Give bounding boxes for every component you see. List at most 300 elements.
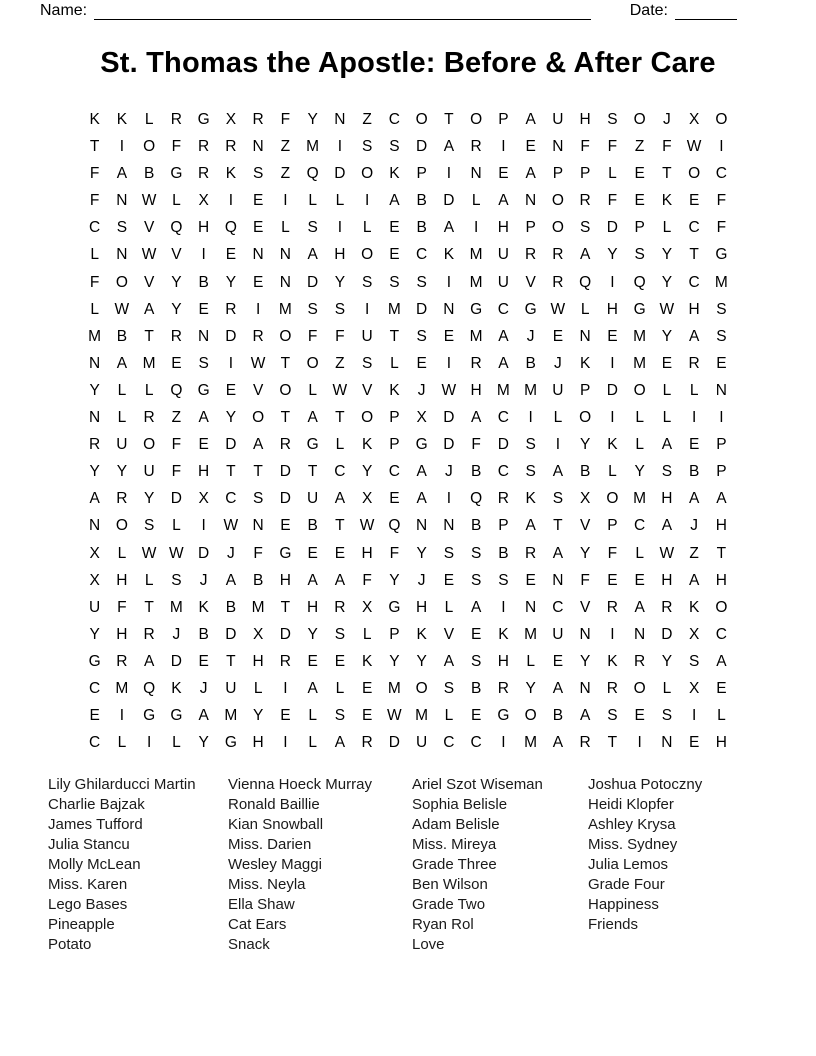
grid-letter: I bbox=[283, 679, 288, 697]
grid-letter: A bbox=[334, 571, 346, 589]
grid-row bbox=[81, 485, 735, 512]
grid-letter: E bbox=[688, 192, 700, 210]
grid-letter: A bbox=[198, 409, 209, 427]
grid-letter: E bbox=[634, 165, 645, 183]
grid-letter: T bbox=[335, 517, 345, 535]
grid-letter: A bbox=[498, 354, 509, 372]
grid-letter: B bbox=[143, 165, 155, 183]
grid-letter: U bbox=[225, 679, 237, 697]
grid-letter: Y bbox=[525, 679, 536, 697]
grid-letter: F bbox=[607, 138, 618, 156]
word-item: Grade Three bbox=[412, 855, 497, 873]
grid-letter: O bbox=[633, 381, 646, 399]
grid-letter: S bbox=[198, 354, 209, 372]
grid-letter: E bbox=[443, 327, 455, 345]
grid-letter: S bbox=[361, 138, 373, 156]
grid-letter: A bbox=[716, 652, 727, 670]
grid-letter: E bbox=[252, 192, 264, 210]
grid-letter: G bbox=[197, 111, 210, 128]
grid-letter: D bbox=[443, 192, 455, 210]
grid-letter: T bbox=[280, 598, 291, 616]
grid-letter: K bbox=[443, 246, 455, 264]
grid-letter: S bbox=[361, 354, 373, 372]
grid-letter: L bbox=[608, 463, 617, 481]
grid-letter: A bbox=[416, 490, 427, 508]
word-item: James Tufford bbox=[48, 816, 143, 834]
grid-letter: V bbox=[525, 273, 536, 291]
grid-letter: S bbox=[716, 300, 727, 318]
grid-letter: A bbox=[116, 165, 128, 183]
grid-letter: H bbox=[470, 381, 482, 399]
grid-letter: Y bbox=[143, 490, 155, 508]
grid-row bbox=[81, 269, 735, 296]
grid-letter: Q bbox=[224, 219, 237, 237]
grid-row bbox=[81, 729, 735, 756]
grid-letter: F bbox=[89, 165, 100, 183]
grid-letter: P bbox=[579, 381, 591, 399]
grid-letter: E bbox=[389, 246, 400, 264]
header-row bbox=[0, 0, 816, 20]
grid-letter: A bbox=[443, 652, 455, 670]
grid-letter: M bbox=[469, 246, 483, 264]
grid-letter: E bbox=[280, 707, 291, 725]
grid-letter: A bbox=[198, 707, 209, 725]
grid-letter: G bbox=[224, 734, 237, 752]
grid-letter: Y bbox=[361, 463, 373, 481]
grid-letter: X bbox=[416, 409, 427, 427]
grid-letter: D bbox=[279, 625, 291, 643]
grid-letter: L bbox=[172, 517, 181, 535]
grid-letter: A bbox=[688, 571, 700, 589]
grid-letter: L bbox=[635, 436, 644, 454]
grid-letter: K bbox=[607, 652, 618, 670]
grid-letter: L bbox=[117, 409, 127, 427]
grid-letter: E bbox=[552, 652, 564, 670]
word-list-column bbox=[412, 775, 588, 954]
grid-row bbox=[81, 675, 735, 702]
grid-letter: O bbox=[115, 273, 128, 291]
grid-letter: Z bbox=[689, 544, 699, 562]
grid-letter: J bbox=[554, 354, 562, 372]
grid-letter: I bbox=[119, 138, 125, 156]
grid-letter: H bbox=[715, 734, 727, 752]
grid-letter: Y bbox=[307, 111, 318, 128]
grid-letter: P bbox=[525, 219, 536, 237]
word-item: Kian Snowball bbox=[228, 816, 324, 834]
grid-letter: U bbox=[116, 436, 128, 454]
date-label: Date: bbox=[629, 2, 668, 19]
grid-letter: O bbox=[143, 436, 156, 454]
grid-letter: Q bbox=[579, 273, 592, 291]
grid-letter: N bbox=[334, 111, 346, 128]
grid-letter: L bbox=[335, 679, 345, 697]
grid-letter: X bbox=[89, 544, 100, 562]
grid-letter: P bbox=[416, 165, 427, 183]
grid-row bbox=[81, 187, 735, 214]
grid-letter: Q bbox=[143, 679, 156, 697]
grid-letter: F bbox=[607, 192, 618, 210]
grid-letter: I bbox=[446, 354, 452, 372]
word-item: Ben Wilson bbox=[412, 875, 488, 893]
grid-letter: B bbox=[525, 354, 536, 372]
grid-letter: L bbox=[144, 381, 154, 399]
grid-letter: D bbox=[416, 300, 428, 318]
grid-letter: F bbox=[471, 436, 481, 454]
grid-row bbox=[81, 296, 735, 323]
grid-letter: C bbox=[388, 111, 400, 128]
grid-letter: R bbox=[688, 354, 700, 372]
grid-letter: J bbox=[417, 571, 426, 589]
grid-letter: H bbox=[279, 571, 291, 589]
grid-letter: R bbox=[525, 246, 537, 264]
grid-letter: D bbox=[170, 652, 182, 670]
grid-letter: Q bbox=[170, 381, 183, 399]
grid-letter: E bbox=[334, 652, 346, 670]
grid-letter: P bbox=[607, 517, 618, 535]
grid-letter: F bbox=[171, 463, 182, 481]
grid-letter: B bbox=[116, 327, 128, 345]
grid-letter: R bbox=[361, 734, 373, 752]
grid-letter: D bbox=[497, 436, 509, 454]
grid-letter: B bbox=[198, 273, 209, 291]
grid-letter: F bbox=[253, 544, 263, 562]
grid-letter: N bbox=[198, 327, 210, 345]
grid-letter: R bbox=[470, 138, 482, 156]
grid-letter: S bbox=[389, 138, 400, 156]
grid-letter: N bbox=[525, 192, 537, 210]
grid-letter: S bbox=[525, 463, 536, 481]
grid-letter: S bbox=[307, 219, 318, 237]
word-item: Snack bbox=[228, 935, 270, 953]
grid-letter: I bbox=[528, 409, 533, 427]
word-item: Joshua Potoczny bbox=[588, 776, 703, 794]
grid-row bbox=[81, 567, 735, 594]
word-item: Love bbox=[412, 935, 445, 953]
grid-letter: O bbox=[306, 354, 319, 372]
grid-letter: Y bbox=[171, 300, 182, 318]
word-list-column bbox=[228, 775, 412, 954]
grid-letter: K bbox=[416, 625, 427, 643]
grid-letter: W bbox=[141, 246, 157, 264]
grid-letter: D bbox=[334, 165, 346, 183]
grid-letter: C bbox=[552, 598, 564, 616]
page-title: St. Thomas the Apostle: Before & After Care bbox=[100, 47, 716, 79]
grid-letter: N bbox=[661, 734, 673, 752]
grid-letter: K bbox=[498, 625, 509, 643]
grid-letter: E bbox=[443, 571, 455, 589]
grid-letter: C bbox=[388, 463, 400, 481]
grid-letter: L bbox=[662, 381, 672, 399]
grid-letter: O bbox=[633, 679, 646, 697]
grid-letter: P bbox=[389, 409, 400, 427]
grid-letter: L bbox=[172, 734, 181, 752]
grid-letter: S bbox=[171, 571, 182, 589]
grid-letter: C bbox=[688, 273, 700, 291]
grid-letter: A bbox=[525, 111, 536, 128]
grid-letter: P bbox=[579, 165, 591, 183]
word-item: Julia Stancu bbox=[48, 835, 130, 853]
grid-letter: R bbox=[606, 679, 618, 697]
grid-letter: X bbox=[89, 571, 100, 589]
word-item: Ryan Rol bbox=[412, 915, 474, 933]
grid-letter: I bbox=[364, 300, 370, 318]
grid-letter: E bbox=[389, 490, 400, 508]
grid-letter: E bbox=[198, 436, 209, 454]
grid-letter: R bbox=[579, 734, 591, 752]
grid-letter: I bbox=[555, 436, 561, 454]
grid-letter: Z bbox=[634, 138, 645, 156]
grid-letter: Y bbox=[198, 734, 209, 752]
grid-letter: D bbox=[661, 625, 673, 643]
grid-letter: M bbox=[115, 679, 129, 697]
grid-letter: Z bbox=[335, 354, 345, 372]
grid-letter: E bbox=[171, 354, 182, 372]
grid-letter: N bbox=[715, 381, 727, 399]
word-item: Wesley Maggi bbox=[228, 855, 322, 873]
grid-letter: C bbox=[225, 490, 237, 508]
grid-letter: U bbox=[497, 246, 509, 264]
grid-letter: A bbox=[389, 192, 400, 210]
grid-letter: H bbox=[361, 544, 373, 562]
grid-letter: L bbox=[117, 734, 127, 752]
grid-letter: F bbox=[716, 219, 727, 237]
grid-letter: S bbox=[498, 571, 509, 589]
grid-letter: C bbox=[443, 734, 455, 752]
grid-letter: T bbox=[144, 327, 154, 345]
grid-letter: Y bbox=[89, 463, 100, 481]
grid-letter: V bbox=[361, 381, 373, 399]
grid-letter: K bbox=[198, 598, 209, 616]
grid-letter: N bbox=[443, 517, 455, 535]
grid-letter: G bbox=[497, 707, 510, 725]
word-item: Cat Ears bbox=[228, 915, 287, 933]
grid-letter: A bbox=[307, 679, 318, 697]
grid-letter: Y bbox=[334, 273, 346, 291]
word-item: Miss. Darien bbox=[228, 835, 312, 853]
grid-letter: N bbox=[279, 273, 291, 291]
grid-letter: N bbox=[634, 625, 646, 643]
grid-letter: M bbox=[142, 354, 156, 372]
grid-letter: D bbox=[279, 490, 291, 508]
grid-letter: S bbox=[470, 544, 482, 562]
grid-letter: Y bbox=[661, 246, 673, 264]
grid-letter: K bbox=[361, 436, 373, 454]
grid-letter: N bbox=[279, 246, 291, 264]
grid-letter: A bbox=[688, 327, 700, 345]
grid-letter: A bbox=[307, 571, 318, 589]
grid-letter: R bbox=[225, 138, 237, 156]
grid-letter: N bbox=[443, 300, 455, 318]
grid-letter: X bbox=[688, 679, 700, 697]
grid-letter: D bbox=[443, 436, 455, 454]
grid-row bbox=[81, 160, 735, 187]
grid-letter: M bbox=[469, 273, 483, 291]
grid-letter: I bbox=[364, 192, 370, 210]
grid-letter: A bbox=[525, 165, 536, 183]
grid-letter: X bbox=[198, 192, 209, 210]
grid-letter: F bbox=[89, 192, 100, 210]
grid-letter: B bbox=[416, 219, 427, 237]
word-item: Sophia Belisle bbox=[412, 796, 508, 814]
grid-letter: E bbox=[225, 381, 237, 399]
grid-letter: E bbox=[361, 679, 373, 697]
grid-letter: L bbox=[253, 679, 263, 697]
grid-letter: T bbox=[253, 463, 263, 481]
grid-letter: F bbox=[171, 138, 182, 156]
grid-letter: F bbox=[307, 327, 318, 345]
grid-letter: A bbox=[116, 354, 128, 372]
grid-letter: E bbox=[280, 517, 291, 535]
grid-letter: K bbox=[607, 436, 618, 454]
grid-letter: B bbox=[579, 463, 591, 481]
grid-letter: N bbox=[470, 165, 482, 183]
grid-letter: V bbox=[443, 625, 455, 643]
grid-letter: R bbox=[143, 625, 155, 643]
grid-letter: J bbox=[199, 571, 208, 589]
grid-letter: Y bbox=[89, 381, 100, 399]
grid-letter: S bbox=[579, 219, 591, 237]
grid-letter: D bbox=[225, 436, 237, 454]
grid-letter: E bbox=[607, 327, 618, 345]
grid-row bbox=[81, 540, 735, 567]
grid-letter: G bbox=[88, 652, 101, 670]
grid-letter: B bbox=[307, 517, 318, 535]
grid-letter: A bbox=[552, 463, 564, 481]
grid-letter: H bbox=[334, 246, 346, 264]
grid-letter: H bbox=[116, 571, 128, 589]
grid-letter: H bbox=[416, 598, 428, 616]
grid-letter: V bbox=[579, 517, 591, 535]
grid-letter: T bbox=[389, 327, 400, 345]
grid-letter: R bbox=[198, 138, 210, 156]
grid-letter: A bbox=[470, 409, 482, 427]
grid-letter: X bbox=[361, 598, 373, 616]
grid-letter: R bbox=[170, 327, 182, 345]
grid-row bbox=[81, 214, 735, 241]
grid-letter: W bbox=[223, 517, 239, 535]
grid-letter: N bbox=[89, 409, 101, 427]
grid-letter: O bbox=[415, 679, 428, 697]
grid-letter: H bbox=[715, 517, 727, 535]
grid-letter: C bbox=[497, 409, 509, 427]
grid-letter: O bbox=[361, 165, 374, 183]
grid-letter: D bbox=[170, 490, 182, 508]
grid-letter: E bbox=[252, 273, 264, 291]
grid-letter: A bbox=[579, 707, 591, 725]
grid-letter: X bbox=[225, 111, 237, 128]
grid-letter: D bbox=[198, 544, 210, 562]
grid-letter: E bbox=[389, 219, 400, 237]
grid-letter: E bbox=[716, 679, 727, 697]
grid-letter: I bbox=[473, 219, 479, 237]
grid-letter: L bbox=[144, 571, 154, 589]
grid-letter: I bbox=[691, 409, 697, 427]
grid-letter: M bbox=[251, 598, 265, 616]
grid-letter: L bbox=[308, 381, 317, 399]
grid-letter: F bbox=[280, 111, 291, 128]
grid-letter: L bbox=[362, 625, 372, 643]
grid-letter: G bbox=[633, 300, 646, 318]
grid-letter: K bbox=[89, 111, 100, 128]
grid-letter: L bbox=[662, 219, 672, 237]
grid-letter: O bbox=[715, 598, 728, 616]
grid-letter: N bbox=[579, 625, 591, 643]
grid-letter: M bbox=[524, 381, 538, 399]
grid-letter: T bbox=[444, 111, 454, 128]
grid-letter: G bbox=[279, 544, 292, 562]
grid-letter: M bbox=[524, 625, 538, 643]
grid-letter: X bbox=[198, 490, 209, 508]
grid-letter: T bbox=[307, 463, 318, 481]
grid-letter: L bbox=[281, 219, 290, 237]
grid-letter: O bbox=[361, 246, 374, 264]
grid-letter: S bbox=[143, 517, 155, 535]
grid-letter: O bbox=[143, 138, 156, 156]
grid-letter: I bbox=[255, 300, 261, 318]
grid-letter: I bbox=[610, 409, 615, 427]
grid-letter: W bbox=[141, 544, 157, 562]
grid-letter: Y bbox=[661, 273, 673, 291]
grid-letter: O bbox=[633, 111, 646, 128]
grid-letter: L bbox=[390, 354, 399, 372]
grid-letter: L bbox=[717, 707, 726, 725]
word-list bbox=[0, 775, 816, 954]
grid-letter: A bbox=[416, 463, 427, 481]
grid-row bbox=[81, 594, 735, 621]
grid-letter: X bbox=[361, 490, 373, 508]
grid-letter: A bbox=[661, 436, 673, 454]
grid-letter: L bbox=[335, 436, 345, 454]
grid-letter: A bbox=[525, 517, 536, 535]
grid-letter: Y bbox=[89, 625, 100, 643]
grid-letter: Y bbox=[579, 436, 591, 454]
word-item: Molly McLean bbox=[48, 855, 141, 873]
grid-letter: R bbox=[89, 436, 101, 454]
grid-letter: V bbox=[252, 381, 264, 399]
grid-letter: B bbox=[198, 625, 209, 643]
grid-letter: I bbox=[228, 354, 234, 372]
grid-letter: E bbox=[307, 652, 318, 670]
grid-letter: P bbox=[716, 463, 727, 481]
grid-letter: I bbox=[501, 598, 506, 616]
grid-letter: Y bbox=[389, 652, 400, 670]
grid-letter: I bbox=[446, 490, 452, 508]
date-field bbox=[630, 2, 737, 20]
grid-letter: L bbox=[471, 192, 481, 210]
grid-letter: N bbox=[116, 192, 128, 210]
word-item: Grade Four bbox=[588, 875, 665, 893]
grid-letter: Y bbox=[607, 246, 618, 264]
grid-letter: W bbox=[441, 381, 457, 399]
grid-letter: K bbox=[579, 354, 591, 372]
grid-letter: S bbox=[470, 652, 482, 670]
grid-letter: Z bbox=[280, 165, 291, 183]
grid-letter: A bbox=[334, 734, 346, 752]
grid-letter: N bbox=[525, 598, 537, 616]
grid-letter: T bbox=[226, 652, 236, 670]
grid-letter: W bbox=[659, 544, 675, 562]
grid-letter: N bbox=[116, 246, 128, 264]
grid-letter: E bbox=[688, 734, 700, 752]
grid-row bbox=[81, 512, 735, 539]
grid-letter: H bbox=[661, 490, 673, 508]
grid-letter: M bbox=[469, 327, 483, 345]
grid-letter: E bbox=[716, 354, 727, 372]
grid-letter: L bbox=[444, 598, 454, 616]
grid-letter: Q bbox=[388, 517, 401, 535]
grid-letter: H bbox=[198, 463, 210, 481]
grid-letter: W bbox=[332, 381, 348, 399]
